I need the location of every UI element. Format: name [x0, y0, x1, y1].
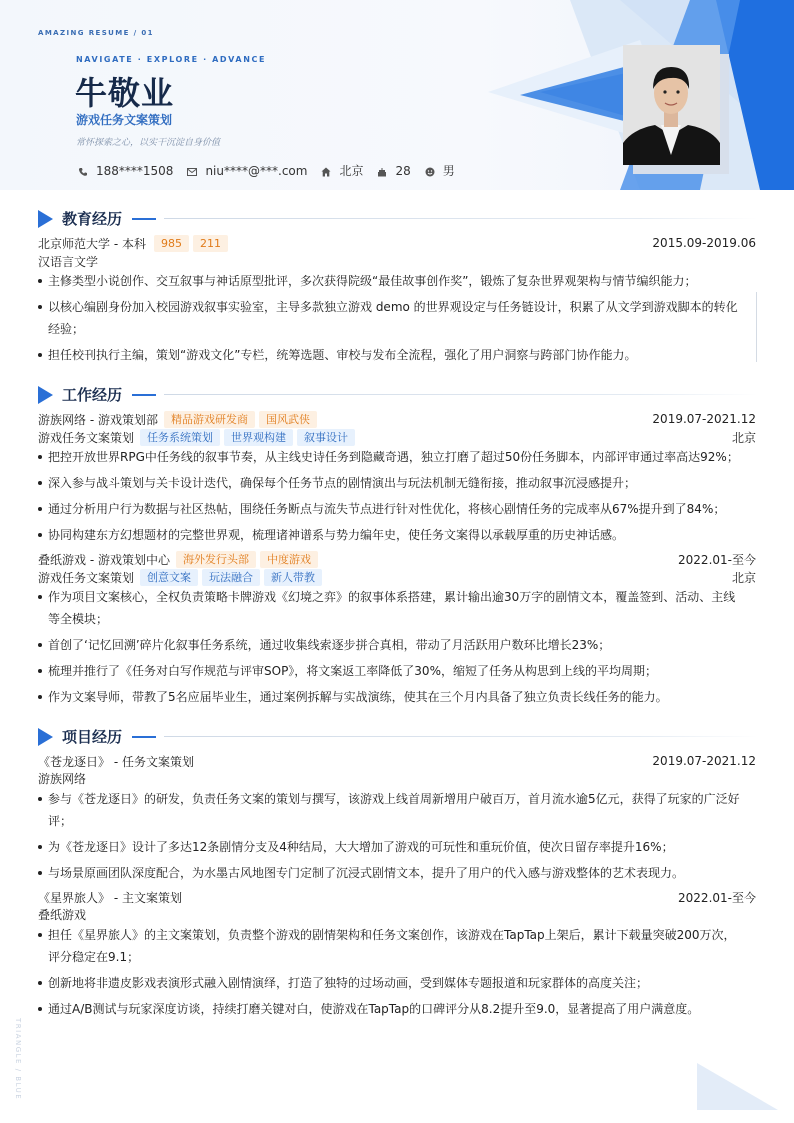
list-item: 作为文案导师，带教了5名应届毕业生，通过案例拆解与实战演练，使其在三个月内具备了独立负责长线任务的能力。	[38, 686, 746, 708]
email-address: niu****@***.com	[205, 163, 308, 178]
list-item: 通过A/B测试与玩家深度访谈，持续打磨关键对白，使游戏在TapTap的口碑评分从8.2提升至9.0，显著提高了用户满意度。	[38, 998, 746, 1020]
company-name: 游族网络 - 游戏策划部	[38, 412, 158, 427]
project-date: 2019.07-2021.12	[652, 754, 756, 768]
role-tag: 世界观构建	[224, 429, 293, 446]
profile-photo	[623, 45, 720, 165]
list-item: 深入参与战斗策划与关卡设计迭代，确保每个任务节点的剧情演出与玩法机制无缝衔接，推动叙事沉浸感提升；	[38, 472, 746, 494]
contact-phone	[78, 164, 173, 178]
company-tag: 海外发行头部	[176, 551, 256, 568]
list-item: 主修类型小说创作、交互叙事与神话原型批评，多次获得院级“最佳故事创作奖”，锻炼了复杂世界观架构与情节编织能力；	[38, 270, 746, 292]
list-item: 参与《苍龙逐日》的研发，负责任务文案的策划与撰写，该游戏上线首周新增用户破百万，首月流水逾5亿元，获得了玩家的广泛好评；	[38, 788, 746, 832]
candidate-name: 牛敬业	[75, 74, 175, 112]
list-item: 与场景原画团队深度配合，为水墨古风地图专门定制了沉浸式剧情文本，提升了用户的代入感与游戏整体的艺术表现力。	[38, 862, 746, 884]
contact-gender	[425, 162, 455, 179]
job-city: 北京	[731, 570, 756, 585]
side-watermark: TRIANGLE / BLUE	[14, 1018, 22, 1101]
company-tag: 精品游戏研发商	[164, 411, 255, 428]
home-icon	[321, 166, 331, 176]
project-date: 2022.01-至今	[678, 890, 756, 905]
education-date: 2015.09-2019.06	[652, 236, 756, 250]
list-item: 首创了‘记忆回溯’碎片化叙事任务系统，通过收集线索逐步拼合真相，带动了月活跃用户数环比增长23%；	[38, 634, 746, 656]
location-text: 北京	[339, 164, 364, 178]
job-row	[38, 410, 756, 428]
section-title: 教育经历	[62, 210, 123, 228]
contact-location	[321, 162, 363, 179]
role-row	[38, 428, 756, 446]
major: 汉语言文学	[38, 255, 99, 269]
tagline: NAVIGATE · EXPLORE · ADVANCE	[76, 55, 267, 64]
job-date: 2022.01-至今	[678, 552, 756, 567]
role-tag: 任务系统策划	[140, 429, 220, 446]
phone-number: 188****1508	[96, 163, 174, 178]
section-divider	[164, 218, 758, 219]
section-dash	[132, 394, 156, 396]
project-name: 《苍龙逐日》 - 任务文案策划	[38, 754, 194, 769]
list-item: 为《苍龙逐日》设计了多达12条剧情分支及4种结局，大大增加了游戏的可玩性和重玩价值，使次日留存率提升16%；	[38, 836, 746, 858]
company-tag: 中度游戏	[260, 551, 318, 568]
triangle-icon	[38, 210, 53, 228]
role-tag: 新人带教	[264, 569, 322, 586]
job-city: 北京	[731, 430, 756, 445]
triangle-icon	[38, 386, 53, 404]
project-company: 叠纸游戏	[38, 908, 87, 922]
role-name: 游戏任务文案策划	[38, 570, 135, 585]
project-company: 游族网络	[38, 772, 87, 786]
mail-icon	[187, 166, 197, 176]
tag-211: 211	[193, 235, 228, 252]
section-education	[38, 208, 758, 229]
section-work	[38, 384, 758, 405]
contact-list	[78, 162, 469, 179]
list-item: 以核心编剧身份加入校园游戏叙事实验室，主导多款独立游戏 demo 的世界观设定与任务链设计，积累了从文学到游戏脚本的转化经验；	[38, 296, 746, 340]
list-item: 担任校刊执行主编，策划“游戏文化”专栏，统筹选题、审校与发布全流程，强化了用户洞察与跨部门协作能力。	[38, 344, 746, 366]
job-row	[38, 550, 756, 568]
contact-age	[377, 164, 410, 178]
job-title: 游戏任务文案策划	[76, 113, 173, 127]
gender-text: 男	[442, 164, 455, 178]
vertical-divider	[756, 292, 757, 362]
section-projects	[38, 726, 758, 747]
tag-985: 985	[154, 235, 189, 252]
school-name: 北京师范大学 - 本科	[38, 236, 146, 251]
company-tag: 国风武侠	[259, 411, 317, 428]
section-title: 项目经历	[62, 728, 123, 746]
list-item: 梳理并推行了《任务对白写作规范与评审SOP》，将文案返工率降低了30%，缩短了任务从构思到上线的平均周期；	[38, 660, 746, 682]
contact-email	[187, 164, 307, 178]
project-row	[38, 888, 756, 906]
list-item: 创新地将非遗皮影戏表演形式融入剧情演绎，打造了独特的过场动画，受到媒体专题报道和玩家群体的高度关注；	[38, 972, 746, 994]
motto: 常怀探索之心，以实干沉淀自身价值	[76, 138, 221, 148]
education-row	[38, 234, 756, 252]
list-item: 作为项目文案核心，全权负责策略卡牌游戏《幻境之弈》的叙事体系搭建，累计输出逾30万字的剧情文本，覆盖签到、活动、主线等全模块；	[38, 586, 746, 630]
section-divider	[164, 736, 758, 737]
project-name: 《星界旅人》 - 主文案策划	[38, 890, 182, 905]
cake-icon	[377, 166, 387, 176]
phone-icon	[78, 166, 88, 176]
list-item: 担任《星界旅人》的主文案策划，负责整个游戏的剧情架构和任务文案创作，该游戏在TapTap上架后，累计下载量突破200万次，评分稳定在9.1；	[38, 924, 746, 968]
age-text: 28	[395, 163, 411, 178]
role-tag: 创意文案	[140, 569, 198, 586]
section-dash	[132, 218, 156, 220]
role-row	[38, 568, 756, 586]
list-item: 把控开放世界RPG中任务线的叙事节奏，从主线史诗任务到隐藏奇遇，独立打磨了超过50份任务脚本，内部评审通过率高达92%；	[38, 446, 746, 468]
section-title: 工作经历	[62, 386, 123, 404]
project-row	[38, 752, 756, 770]
job-date: 2019.07-2021.12	[652, 412, 756, 426]
company-name: 叠纸游戏 - 游戏策划中心	[38, 552, 170, 567]
triangle-icon	[38, 728, 53, 746]
resume-tag: AMAZING RESUME / 01	[38, 29, 154, 37]
list-item: 协同构建东方幻想题材的完整世界观，梳理诸神谱系与势力编年史，使任务文案得以承载厚重的历史神话感。	[38, 524, 746, 546]
role-tag: 玩法融合	[202, 569, 260, 586]
list-item: 通过分析用户行为数据与社区热帖，围绕任务断点与流失节点进行针对性优化，将核心剧情任务的完成率从67%提升到了84%；	[38, 498, 746, 520]
role-name: 游戏任务文案策划	[38, 430, 135, 445]
section-dash	[132, 736, 156, 738]
section-divider	[164, 394, 758, 395]
smile-icon	[425, 166, 435, 176]
role-tag: 叙事设计	[297, 429, 355, 446]
